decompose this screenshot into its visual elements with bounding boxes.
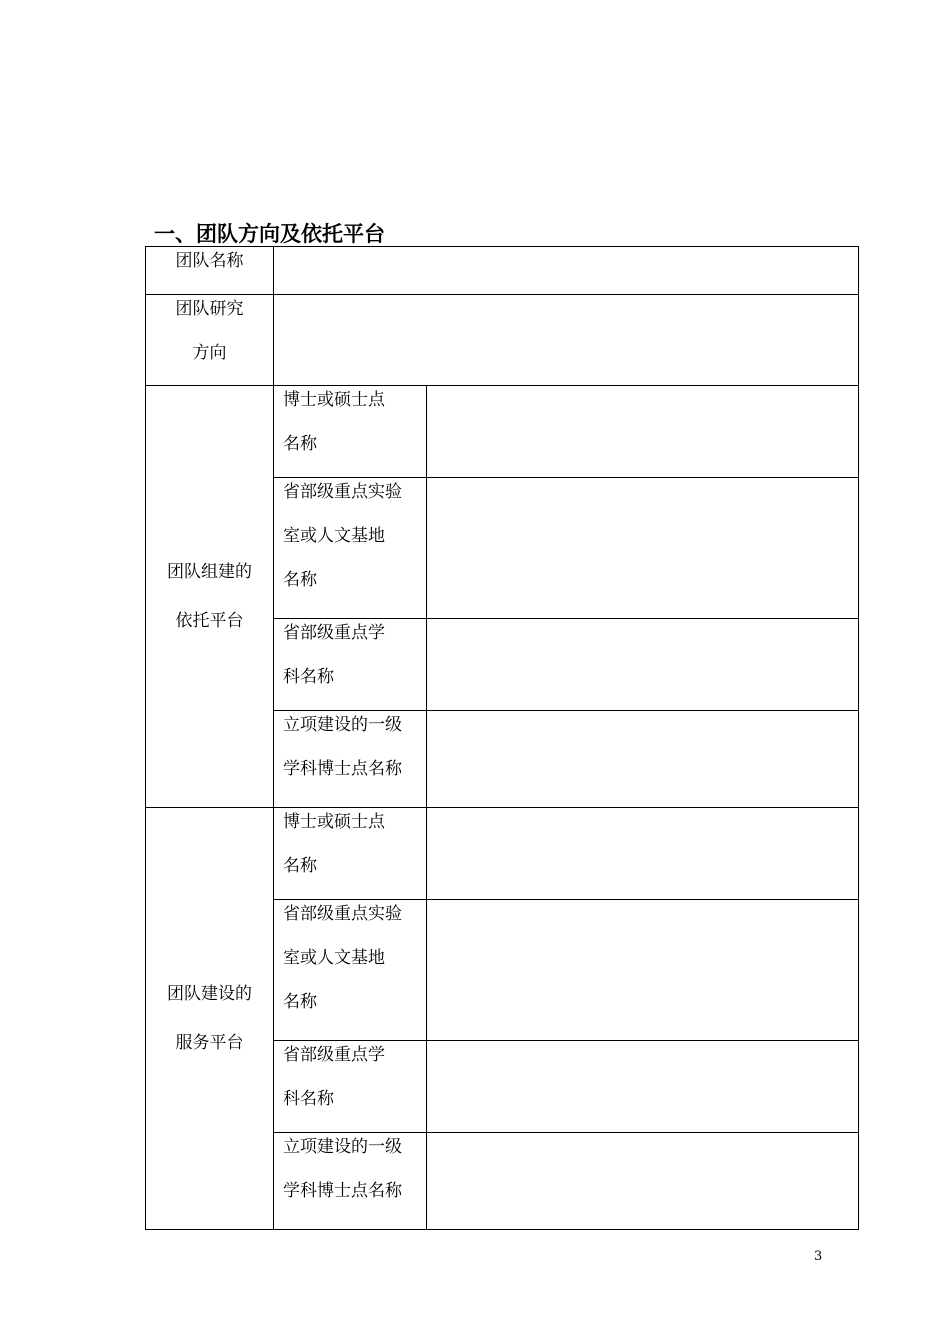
support-item-label-line: 室或人文基地 (283, 526, 385, 546)
team-name-row (146, 247, 859, 295)
support-item-label-line: 省部级重点学 (283, 623, 385, 643)
support-platform-label-line: 团队组建的 (167, 562, 252, 582)
page-number: 3 (814, 1249, 823, 1264)
service-item-label-cell (274, 1041, 427, 1133)
service-item-row (146, 808, 859, 900)
service-platform-label-cell (146, 808, 274, 1230)
service-item-label-cell (274, 900, 427, 1041)
support-item-label-cell (274, 386, 427, 478)
service-item-label-line: 省部级重点实验 (283, 904, 402, 924)
support-item-label-cell (274, 711, 427, 808)
support-item-label-cell (274, 478, 427, 619)
support-item-label-line: 博士或硕士点 (283, 390, 385, 410)
service-item-label-line: 学科博士点名称 (283, 1181, 402, 1201)
service-item-label-cell (274, 808, 427, 900)
support-item-label-cell (274, 619, 427, 711)
service-item-label-line: 室或人文基地 (283, 948, 385, 968)
service-item-label-line: 省部级重点学 (283, 1045, 385, 1065)
team-name-label: 团队名称 (175, 251, 244, 271)
service-item-label-cell (274, 1133, 427, 1230)
team-direction-label-line: 团队研究 (175, 299, 244, 319)
service-item-label-line: 科名称 (283, 1089, 334, 1109)
service-platform-label-line: 服务平台 (175, 1033, 244, 1053)
support-item-label-line: 学科博士点名称 (283, 759, 402, 779)
team-name-field[interactable] (274, 247, 859, 295)
service-item-field[interactable] (427, 808, 859, 900)
support-item-label-line: 省部级重点实验 (283, 482, 402, 502)
support-platform-label-cell (146, 386, 274, 808)
support-item-field[interactable] (427, 386, 859, 478)
section-title: 一、团队方向及依托平台 (154, 222, 385, 246)
team-direction-label-cell (146, 295, 274, 386)
service-item-label-line: 立项建设的一级 (283, 1137, 402, 1157)
support-item-label-line: 名称 (283, 570, 317, 590)
service-item-label-line: 名称 (283, 992, 317, 1012)
support-item-label-line: 名称 (283, 434, 317, 454)
team-name-label-cell (146, 247, 274, 295)
service-item-label-line: 博士或硕士点 (283, 812, 385, 832)
team-direction-row (146, 295, 859, 386)
support-item-label-line: 科名称 (283, 667, 334, 687)
service-platform-label-line: 团队建设的 (167, 984, 252, 1004)
support-item-field[interactable] (427, 711, 859, 808)
service-item-field[interactable] (427, 1133, 859, 1230)
team-direction-field[interactable] (274, 295, 859, 386)
team-direction-label-line: 方向 (192, 343, 227, 363)
support-platform-label-line: 依托平台 (175, 611, 244, 631)
support-item-row (146, 386, 859, 478)
support-item-label-line: 立项建设的一级 (283, 715, 402, 735)
service-item-label-line: 名称 (283, 856, 317, 876)
support-item-field[interactable] (427, 478, 859, 619)
service-item-field[interactable] (427, 900, 859, 1041)
service-item-field[interactable] (427, 1041, 859, 1133)
team-platform-table (145, 246, 859, 1230)
support-item-field[interactable] (427, 619, 859, 711)
